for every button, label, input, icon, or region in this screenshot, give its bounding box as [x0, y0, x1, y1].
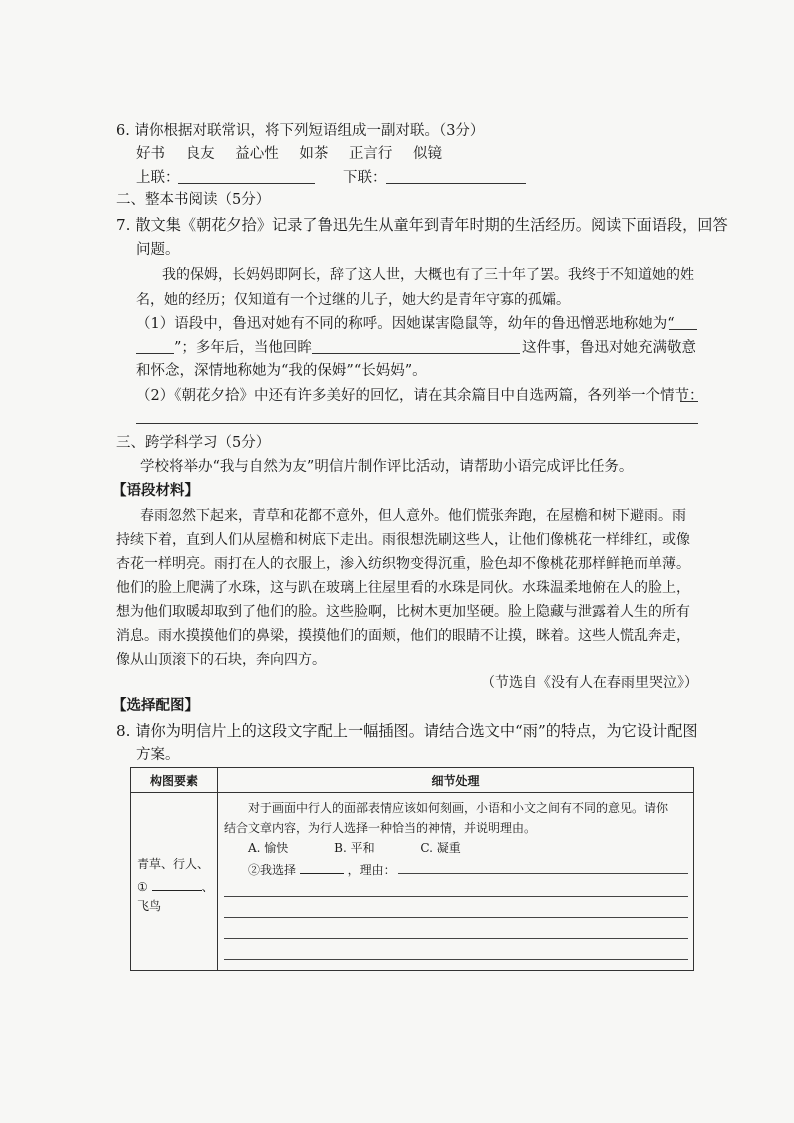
passage-label: 【语段材料】: [112, 482, 199, 499]
element-blank[interactable]: [152, 876, 202, 891]
phrase: 正言行: [348, 146, 393, 162]
phrase: 如茶: [299, 146, 329, 162]
choice-label: ②我选择: [248, 863, 297, 877]
elements-line2: ① 、: [137, 876, 214, 896]
choice-row: [248, 859, 396, 879]
passage-source: （节选自《没有人在春雨里哭泣》）: [481, 675, 698, 691]
question-7-line1: 7. 散文集《朝花夕拾》记录了鲁迅先生从童年到青年时期的生活经历。阅读下面语段，回答: [116, 216, 728, 234]
quote-line1: 我的保姆，长妈妈即阿长，辞了这人世，大概也有了三十年了罢。我终于不知道她的姓: [162, 267, 694, 283]
reason-blank-inline[interactable]: [398, 873, 688, 874]
upper-couplet-label: 上联：: [136, 170, 180, 186]
table-header-details: 细节处理: [218, 768, 694, 793]
passage-line: 春雨忽然下起来，青草和花都不意外，但人意外。他们慌张奔跑，在屋檐和树下避雨。雨: [140, 508, 686, 524]
question-6-prompt: 6. 请你根据对联常识，将下列短语组成一副对联。（3分）: [116, 123, 485, 139]
elements-line3: 飞鸟: [137, 899, 162, 913]
reason-answer-line[interactable]: [224, 917, 688, 918]
upper-couplet-blank[interactable]: [178, 183, 315, 184]
option-b[interactable]: B. 平和: [334, 841, 375, 855]
question-7-sub2: （2）《朝花夕拾》中还有许多美好的回忆，请在其余篇目中自选两篇，各列举一个情节：: [136, 388, 704, 404]
passage-line: 杏花一样明亮。雨打在人的衣服上，渗入纺织物变得沉重，脸色却不像桃花那样鲜艳而单薄。: [116, 556, 690, 572]
reason-answer-line[interactable]: [224, 938, 688, 939]
question-8-line1: 8. 请你为明信片上的这段文字配上一幅插图。请结合选文中“雨”的特点，为它设计配图: [116, 722, 698, 740]
details-line2: 结合文章内容，为行人选择一种恰当的神情，并说明理由。: [224, 821, 537, 835]
question-8-line2: 方案。: [136, 747, 180, 763]
reason-label: ，理由：: [347, 863, 396, 877]
question-7-sub1-b: ”；多年后，当他回眸: [174, 340, 312, 356]
lower-couplet-blank[interactable]: [386, 183, 526, 184]
reason-answer-line[interactable]: [224, 959, 688, 960]
section-3-intro: 学校将举办“我与自然为友”明信片制作评比活动，请帮助小语完成评比任务。: [140, 459, 634, 475]
passage-line: 持续下着，直到人们从屋檐和树底下走出。雨很想洗刷这些人，让他们像桃花一样绯红，或像: [116, 532, 690, 548]
section-2-heading: 二、整本书阅读（5分）: [116, 192, 271, 208]
table-cell-details: [218, 793, 694, 971]
nickname-blank-part2[interactable]: [136, 353, 174, 354]
choice-blank[interactable]: [300, 859, 344, 874]
lower-couplet-label: 下联：: [343, 170, 387, 186]
quote-line2: 名，她的经历；仅知道有一个过继的儿子，她大约是青年守寡的孤孀。: [136, 292, 570, 308]
question-7-sub1-d: 和怀念，深情地称她为“我的保姆”“长妈妈”。: [136, 363, 427, 379]
question-6-phrases: [136, 144, 458, 164]
phrase: 似镜: [413, 146, 443, 162]
question-7-sub1-c: 这件事，鲁迅对她充满敬意: [522, 340, 696, 356]
elements-line1: 青草、行人、: [137, 857, 210, 871]
table-header-elements: 构图要素: [131, 768, 218, 793]
passage-line: 他们的脸上爬满了水珠，这与趴在玻璃上往屋里看的水珠是同伙。水珠温柔地俯在人的脸上，: [116, 580, 690, 596]
question-7-line2: 问题。: [136, 242, 180, 258]
reason-answer-line[interactable]: [224, 896, 688, 897]
passage-line: 想为他们取暖却取到了他们的脸。这些脸啊，比树木更加坚硬。脸上隐藏与泄露着人生的所有: [116, 604, 690, 620]
event-blank[interactable]: [312, 353, 520, 354]
passage-line: 消息。雨水摸摸他们的鼻梁，摸摸他们的面颊，他们的眼睛不让摸，眯着。这些人慌乱奔走，: [116, 628, 690, 644]
phrase: 益心性: [235, 146, 279, 162]
passage-line: 像从山顶滚下的石块，奔向四方。: [116, 652, 326, 668]
section-3-heading: 三、跨学科学习（5分）: [116, 435, 271, 451]
phrase: 良友: [185, 146, 215, 162]
table-cell-elements: [131, 793, 218, 971]
option-c[interactable]: C. 凝重: [420, 841, 461, 855]
illustration-label: 【选择配图】: [112, 697, 199, 714]
options-row: [248, 839, 461, 857]
option-a[interactable]: A. 愉快: [248, 841, 289, 855]
phrase: 好书: [136, 146, 165, 162]
design-table: [130, 767, 694, 971]
question-7-sub1-a: （1）语段中，鲁迅对她有不同的称呼。因她谋害隐鼠等，幼年的鲁迅憎恶地称她为“: [136, 316, 675, 332]
plot-answer-blank-1[interactable]: [680, 401, 698, 402]
circle-1-marker: ①: [137, 880, 148, 894]
details-line1: 对于画面中行人的面部表情应该如何刻画，小语和小文之间有不同的意见。请你: [248, 801, 669, 815]
nickname-blank-part1[interactable]: [669, 329, 697, 330]
plot-answer-line[interactable]: [136, 423, 698, 424]
